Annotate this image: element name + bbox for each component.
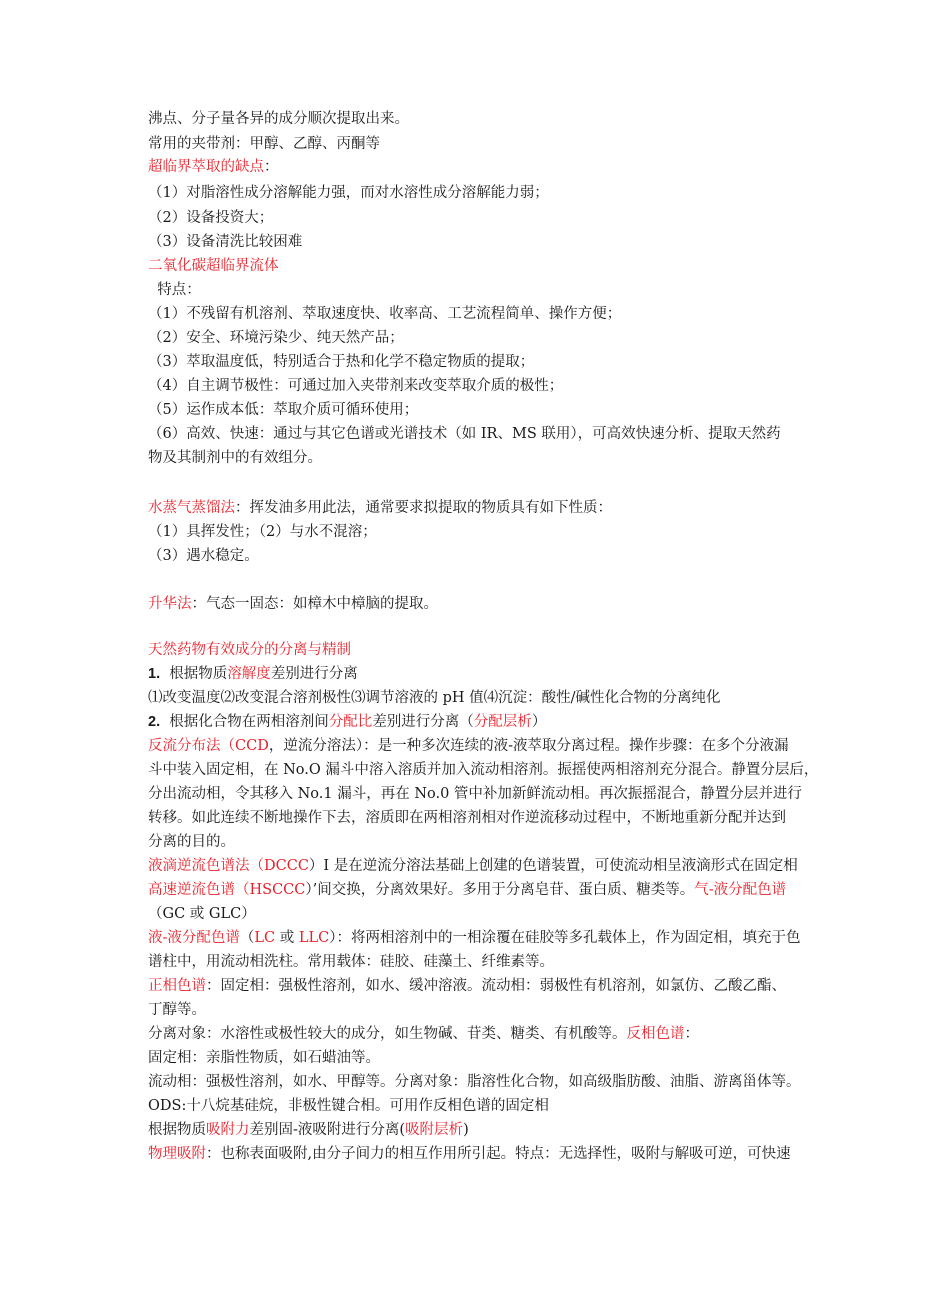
text-line xyxy=(148,446,322,470)
highlighted-term: 溶解度 xyxy=(227,666,271,682)
text-segment: （2）设备投资大； xyxy=(148,210,274,226)
text-segment: 分离对象：水溶性或极性较大的成分，如生物碱、苷类、糖类、有机酸等。 xyxy=(148,1026,627,1042)
text-line xyxy=(148,638,351,662)
highlighted-term: 反相色谱 xyxy=(626,1026,685,1042)
text-line xyxy=(148,854,798,878)
text-line xyxy=(148,902,256,926)
highlighted-term: LC xyxy=(254,930,276,946)
highlighted-term: 物理吸附 xyxy=(148,1146,206,1162)
text-segment: （3）遇水稳定。 xyxy=(148,548,259,564)
highlighted-term: 液-液分配色谱 xyxy=(148,930,240,946)
highlighted-term: 正相色谱 xyxy=(148,978,206,994)
highlighted-term: 高速逆流色谱（HSCCC xyxy=(148,882,306,898)
text-segment: ODS:十八烷基硅烷，非极性键合相。可用作反相色谱的固定相 xyxy=(148,1098,549,1114)
text-segment: 2. xyxy=(148,714,161,730)
text-line xyxy=(148,974,786,998)
text-segment: 沸点、分子量各异的成分顺次提取出来。 xyxy=(148,111,409,127)
text-segment: ，逆流分溶法）：是一种多次连续的液-液萃取分离过程。操作步骤：在多个分液漏 xyxy=(268,738,789,754)
text-line xyxy=(148,686,721,710)
text-segment: ） xyxy=(531,714,547,730)
text-segment: ）I 是在逆流分溶法基础上创建的色谱装置，可使流动相呈液滴形式在固定相 xyxy=(308,858,798,874)
text-line xyxy=(148,302,621,326)
text-segment: （ xyxy=(239,930,255,946)
text-line xyxy=(148,155,279,179)
text-segment: 分出流动相，令其移入 No.1 漏斗，再在 No.0 管中补加新鲜流动相。再次振摇混合，静置分层并进行 xyxy=(148,786,802,802)
text-line xyxy=(148,662,358,686)
text-line xyxy=(148,107,409,131)
highlighted-term: 分配层析 xyxy=(473,714,532,730)
text-segment: ：也称表面吸附,由分子间力的相互作用所引起。特点：无选择性，吸附与解吸可逆，可快速 xyxy=(206,1146,791,1162)
highlighted-term: 水蒸气蒸馏法 xyxy=(148,500,235,516)
text-segment: （5）运作成本低：萃取介质可循环使用； xyxy=(148,402,419,418)
text-line xyxy=(148,230,302,254)
text-segment: （2）安全、环境污染少、纯天然产品； xyxy=(148,330,404,346)
text-segment: 常用的夹带剂：甲醇、乙醇、丙酮等 xyxy=(148,136,380,152)
text-segment: 流动相：强极性溶剂，如水、甲醇等。分离对象：脂溶性化合物，如高级脂肪酸、油脂、游离甾体等。 xyxy=(148,1074,801,1090)
text-segment: （1）对脂溶性成分溶解能力强，而对水溶性成分溶解能力弱； xyxy=(148,185,549,201)
highlighted-term: LLC xyxy=(298,930,330,946)
text-segment: （3）萃取温度低，特别适合于热和化学不稳定物质的提取； xyxy=(148,354,535,370)
text-line xyxy=(148,926,800,950)
text-line xyxy=(148,1046,380,1070)
highlighted-term: 分配比 xyxy=(328,714,373,730)
highlighted-term: 天然药物有效成分的分离与精制 xyxy=(148,642,351,658)
text-line xyxy=(148,1070,801,1094)
text-segment: ）’间交换，分离效果好。多用于分离皂苷、蛋白质、糖类等。 xyxy=(305,882,695,898)
text-segment: （6）高效、快速：通过与其它色谱或光谱技术（如 IR、MS 联用），可高效快速分析、提取天然药 xyxy=(148,426,781,442)
text-segment: 谱柱中，用流动相洗柱。常用载体：硅胶、硅藻土、纤维素等。 xyxy=(148,954,554,970)
text-segment: ）：将两相溶剂中的一相涂覆在硅胶等多孔载体上，作为固定相，填充于色 xyxy=(329,930,801,946)
highlighted-term: 吸附层析 xyxy=(405,1122,464,1138)
text-line xyxy=(148,758,818,782)
text-segment: 转移。如此连续不断地操作下去，溶质即在两相溶剂相对作逆流移动过程中，不断地重新分配并达到 xyxy=(148,810,786,826)
text-segment: ：气态一固态：如樟木中樟脑的提取。 xyxy=(191,596,438,612)
text-line xyxy=(148,326,404,350)
highlighted-term: 吸附力 xyxy=(206,1122,250,1138)
text-line xyxy=(148,830,235,854)
text-line xyxy=(148,350,534,374)
text-segment: ： xyxy=(264,159,279,175)
highlighted-term: 超临界萃取的缺点 xyxy=(148,159,264,175)
highlighted-term: 气-液分配色谱 xyxy=(694,882,787,898)
text-segment: 根据物质 xyxy=(160,666,228,682)
text-segment: （4）自主调节极性：可通过加入夹带剂来改变萃取介质的极性； xyxy=(148,378,564,394)
text-line xyxy=(148,734,788,758)
text-line xyxy=(148,592,438,616)
text-line xyxy=(148,950,554,974)
highlighted-term: 升华法 xyxy=(148,596,192,612)
text-segment: （1）不残留有机溶剂、萃取速度快、收率高、工艺流程简单、操作方便； xyxy=(148,306,622,322)
text-line xyxy=(148,998,206,1022)
text-segment: 差别固-液吸附进行分离( xyxy=(249,1122,406,1138)
text-segment: 根据物质 xyxy=(148,1122,206,1138)
text-segment: ：挥发油多用此法，通常要求拟提取的物质具有如下性质： xyxy=(235,500,612,516)
text-segment: 固定相：亲脂性物质，如石蜡油等。 xyxy=(148,1050,380,1066)
text-segment: 物及其制剂中的有效组分。 xyxy=(148,450,322,466)
text-segment: （3）设备清洗比较困难 xyxy=(148,234,303,250)
text-segment: ) xyxy=(463,1122,469,1138)
text-segment: ： xyxy=(684,1026,699,1042)
text-line xyxy=(148,278,201,302)
text-line xyxy=(148,132,380,156)
text-line xyxy=(148,422,781,446)
text-line xyxy=(148,374,563,398)
text-segment: ：固定相：强极性溶剂，如水、缓冲溶液。流动相：弱极性有机溶剂，如氯仿、乙酸乙酯、 xyxy=(206,978,786,994)
text-segment: 斗中装入固定相，在 No.O 漏斗中溶入溶质并加入流动相溶剂。振摇使两相溶剂充分混合。静置分层后， xyxy=(148,762,819,778)
text-line xyxy=(148,1022,699,1046)
text-segment: 特点： xyxy=(148,282,201,298)
text-line xyxy=(148,806,786,830)
highlighted-term: 液滴逆流色谱法（DCCC xyxy=(148,858,309,874)
text-segment: 差别进行分离 xyxy=(270,666,358,682)
text-line xyxy=(148,398,418,422)
text-line xyxy=(148,181,549,205)
text-segment: （GC 或 GLC） xyxy=(148,906,256,922)
highlighted-term: 二氧化碳超临界流体 xyxy=(148,258,279,274)
text-segment: 或 xyxy=(275,930,299,946)
text-line xyxy=(148,254,279,278)
text-line xyxy=(148,1118,469,1142)
text-segment: 丁醇等。 xyxy=(148,1002,206,1018)
text-line xyxy=(148,710,546,734)
text-line xyxy=(148,782,802,806)
text-line xyxy=(148,206,273,230)
text-segment: （1）具挥发性；（2）与水不混溶； xyxy=(148,524,377,540)
text-segment: 分离的目的。 xyxy=(148,834,235,850)
text-line xyxy=(148,496,612,520)
text-segment: 差别进行分离（ xyxy=(372,714,474,730)
text-line xyxy=(148,1094,549,1118)
text-line xyxy=(148,878,786,902)
text-line xyxy=(148,520,377,544)
text-segment: 根据化合物在两相溶剂间 xyxy=(160,714,329,730)
text-line xyxy=(148,544,259,568)
highlighted-term: 反流分布法（CCD xyxy=(148,738,269,754)
text-line xyxy=(148,1142,791,1166)
text-segment: ⑴改变温度⑵改变混合溶剂极性⑶调节溶液的 pH 值⑷沉淀：酸性/碱性化合物的分离纯化 xyxy=(148,690,721,706)
text-segment: 1. xyxy=(148,666,161,682)
